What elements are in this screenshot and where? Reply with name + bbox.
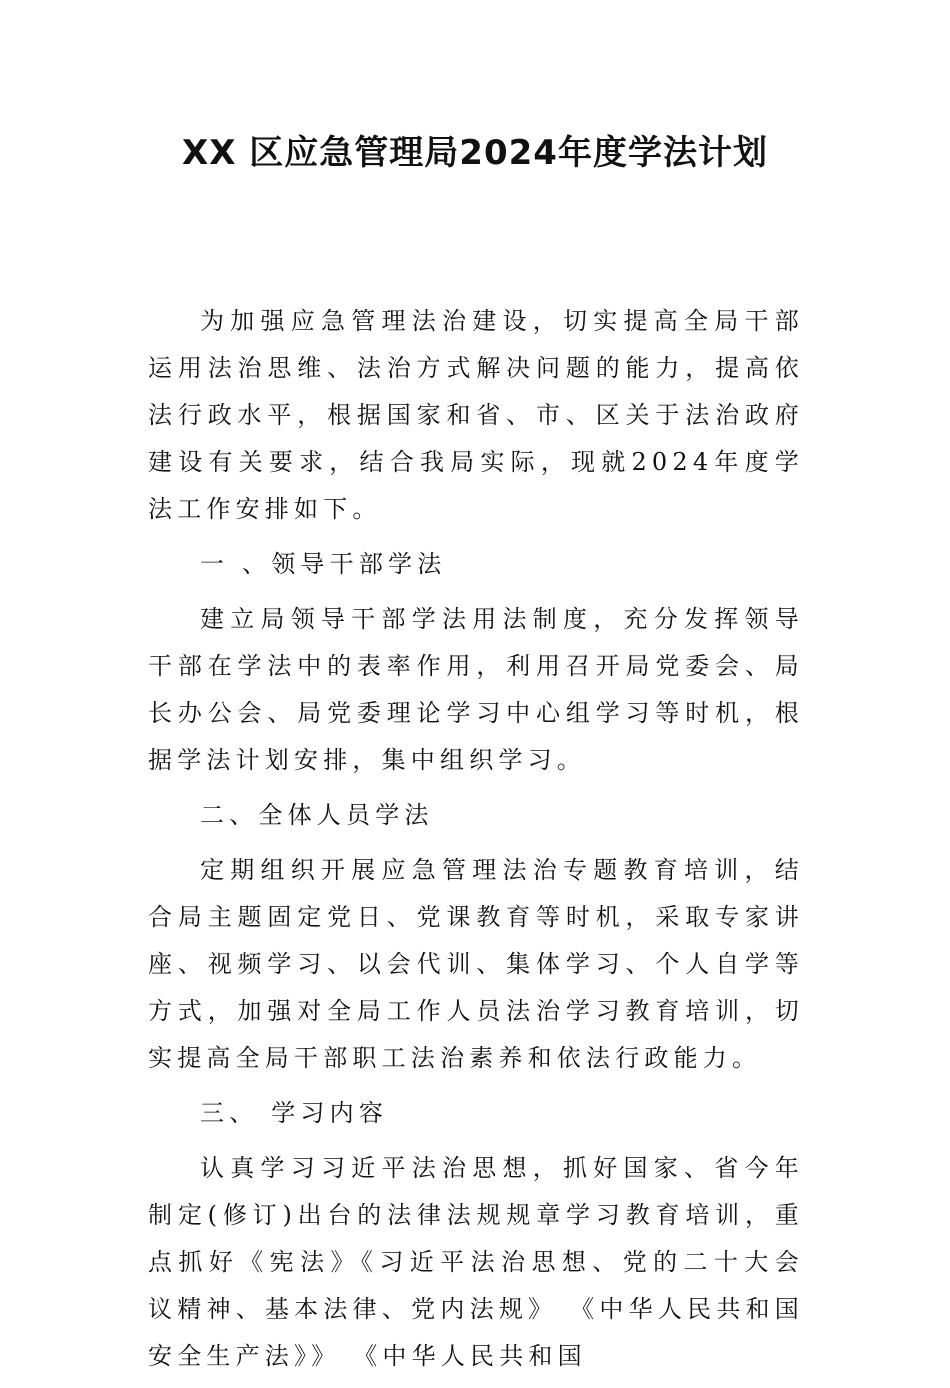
document-title: XX 区应急管理局2024年度学法计划 bbox=[182, 133, 768, 173]
section-heading-3: 三、 学习内容 bbox=[200, 1099, 389, 1127]
intro-paragraph: 为加强应急管理法治建设，切实提高全局干部运用法治思维、法治方式解决问题的能力，提高依法行政水平，根据国家和省、市、区关于法治政府建设有关要求，结合我局实际，现就2024年度学法工作安排如下。 bbox=[148, 307, 804, 523]
section-1-paragraph: 建立局领导干部学法用法制度，充分发挥领导干部在学法中的表率作用，利用召开局党委会、局长办公会、局党委理论学习中心组学习等时机，根据学法计划安排，集中组织学习。 bbox=[148, 605, 804, 774]
section-3-paragraph: 认真学习习近平法治思想，抓好国家、省今年制定(修订)出台的法律法规规章学习教育培训，重点抓好《宪法》《习近平法治思想、党的二十大会议精神、基本法律、党内法规》 《中华人民共和国安全生产法》》 《中华人民共和国 bbox=[148, 1154, 804, 1370]
section-heading-1: 一 、领导干部学法 bbox=[200, 550, 447, 578]
document-body bbox=[148, 298, 804, 1388]
section-heading-2: 二、全体人员学法 bbox=[200, 801, 434, 829]
section-2-paragraph: 定期组织开展应急管理法治专题教育培训，结合局主题固定党日、党课教育等时机，采取专家讲座、视频学习、以会代训、集体学习、个人自学等方式，加强对全局工作人员法治学习教育培训，切实提高全局干部职工法治素养和依法行政能力。 bbox=[148, 856, 804, 1072]
